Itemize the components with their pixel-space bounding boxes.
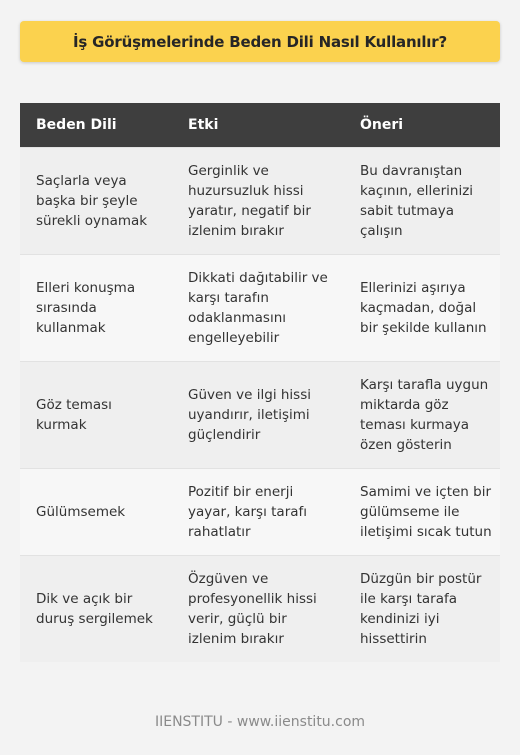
- header-oneri: Öneri: [344, 103, 500, 148]
- page-title: İş Görüşmelerinde Beden Dili Nasıl Kullanılır?: [73, 32, 447, 51]
- body-language-table: [20, 103, 500, 662]
- table-row: [20, 148, 500, 255]
- footer-credit: IIENSTITU - www.iienstitu.com: [154, 714, 366, 730]
- cell-beden-dili: Gülümsemek: [20, 469, 172, 556]
- table-row: [20, 556, 500, 663]
- table-header-row: [20, 103, 500, 148]
- table-row: [20, 469, 500, 556]
- cell-oneri: Samimi ve içten bir gülümseme ile iletişimi sıcak tutun: [344, 469, 500, 556]
- cell-oneri: Ellerinizi aşırıya kaçmadan, doğal bir şekilde kullanın: [344, 255, 500, 362]
- cell-oneri: Karşı tarafla uygun miktarda göz teması kurmaya özen gösterin: [344, 362, 500, 469]
- cell-etki: Dikkati dağıtabilir ve karşı tarafın odaklanmasını engelleyebilir: [172, 255, 344, 362]
- cell-beden-dili: Saçlarla veya başka bir şeyle sürekli oynamak: [20, 148, 172, 255]
- cell-etki: Özgüven ve profesyonellik hissi verir, güçlü bir izlenim bırakır: [172, 556, 344, 663]
- cell-etki: Gerginlik ve huzursuzluk hissi yaratır, negatif bir izlenim bırakır: [172, 148, 344, 255]
- cell-oneri: Bu davranıştan kaçının, ellerinizi sabit tutmaya çalışın: [344, 148, 500, 255]
- cell-oneri: Düzgün bir postür ile karşı tarafa kendinizi iyi hissettirin: [344, 556, 500, 663]
- header-beden-dili: Beden Dili: [20, 103, 172, 148]
- table-row: [20, 255, 500, 362]
- cell-beden-dili: Elleri konuşma sırasında kullanmak: [20, 255, 172, 362]
- cell-etki: Güven ve ilgi hissi uyandırır, iletişimi güçlendirir: [172, 362, 344, 469]
- title-banner: [20, 21, 500, 62]
- cell-beden-dili: Dik ve açık bir duruş sergilemek: [20, 556, 172, 663]
- table-row: [20, 362, 500, 469]
- header-etki: Etki: [172, 103, 344, 148]
- cell-etki: Pozitif bir enerji yayar, karşı tarafı rahatlatır: [172, 469, 344, 556]
- cell-beden-dili: Göz teması kurmak: [20, 362, 172, 469]
